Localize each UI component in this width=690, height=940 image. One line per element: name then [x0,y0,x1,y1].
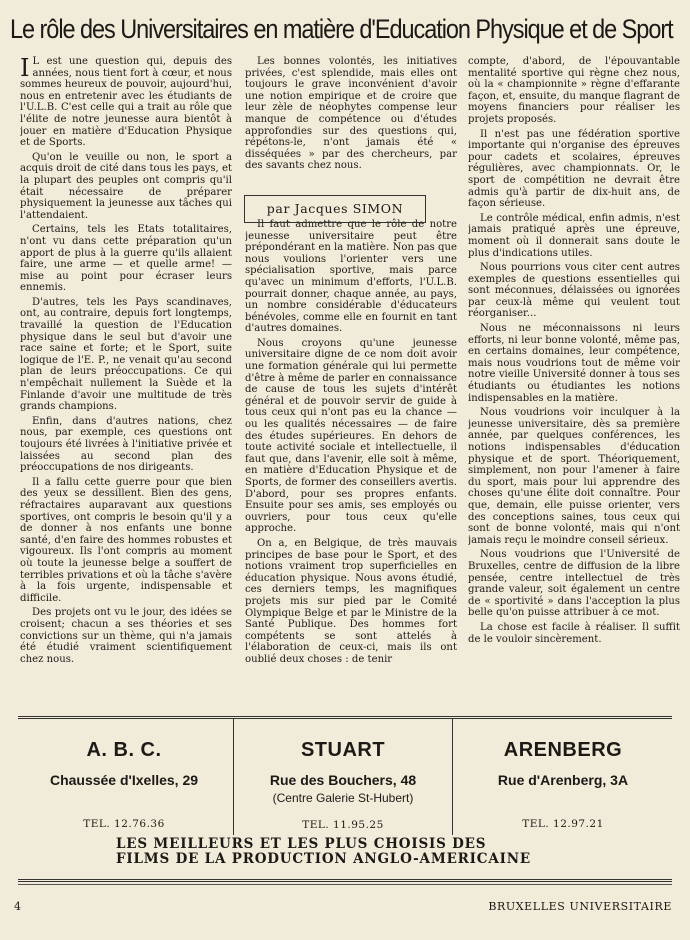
paragraph: compte, d'abord, de l'épouvantable mentalité sportive qui règne chez nous, où la « championnite » règne d'effarante façon, et, ensuite, du manque flagrant de moyens financiers pour réaliser les projets proposés. [468,56,680,125]
paragraph: Nous pourrions vous citer cent autres exemples de questions essentielles qui sont méconnues, délaissées ou ignorées par ceux-là même qui veulent tout réorganiser... [468,262,680,320]
ad-theatre-abc [18,719,230,835]
footer-divider [18,884,672,885]
drop-cap: I [20,56,30,82]
paragraph: Il n'est pas une fédération sportive importante qui n'organise des épreuves pour cadets et scolaires, épreuves régulières, avec championnats. Or, le sport de compétition ne devrait être admis qu'à partir de dix-huit ans, de façon sérieuse. [468,128,680,210]
ad-theatre-arenberg [454,719,672,835]
article-title: Le rôle des Universitaires en matière d'Education Physique et de Sport [10,14,673,44]
paragraph: Il faut admettre que le rôle de notre jeunesse universitaire peut être prépondérant en la matière. Non pas que nous voulions l'orienter vers une spécialisation sportive, mais parce qu'avec un minimum d'efforts, l'U.L.B. pourrait donner, chaque année, au pays, un nombre considérable d'éducateurs bénévoles, comme elle en fournit en tant d'autres domaines. [245,218,457,335]
page-number: 4 [14,900,21,913]
theatre-name: A. B. C. [86,739,162,761]
theatre-phone: TEL. 11.95.25 [302,819,384,831]
article-column-3 [468,56,680,708]
publication-name: BRUXELLES UNIVERSITAIRE [488,900,672,913]
paragraph: On a, en Belgique, de très mauvais principes de base pour le Sport, et des notions vraiment trop superficielles en éducation physique. Nous avons étudié, ces derniers temps, les magnifiques projets mis sur pied par le Comité Olympique Belge et par le Ministre de la Santé Publique. Des hommes fort compétents se sont attelés à l'élaboration de ceux-ci, mais ils ont oublié deux choses : de tenir [245,537,457,665]
theatre-phone: TEL. 12.97.21 [522,818,604,830]
paragraph: I L est une question qui, depuis des années, nous tient fort à cœur, et nous sommes heureux de pouvoir, aujourd'hui, nous en entretenir avec les étudiants de l'U.L.B. C'est celle qui a trait au rôle que l'élite de notre jeunesse aura bientôt à jouer en matière d'Education Physique et de Sports. [20,56,232,149]
paragraph: La chose est facile à réaliser. Il suffit de le vouloir sincèrement. [468,621,680,645]
paragraph: Le contrôle médical, enfin admis, n'est jamais pratiqué après une épreuve, moment où il donnerait sans doute le plus d'indications utiles. [468,212,680,259]
theatre-phone: TEL. 12.76.36 [83,818,165,830]
cinema-advertisement [18,716,672,882]
ad-slogan-line: LES MEILLEURS ET LES PLUS CHOISIS DES [116,836,487,852]
paragraph: Qu'on le veuille ou non, le sport a acquis droit de cité dans tous les pays, et la plupart des peuples ont compris qu'il était nécessaire de préparer physiquement la jeunesse aux tâches qui l'attendaient. [20,151,232,221]
paragraph: D'autres, tels les Pays scandinaves, ont, au contraire, depuis fort longtemps, travaillé la question de l'Education physique dans le seul but d'avoir une race saine et forte; et le Sport, suite logique de l'E. P., ne venait qu'au second plan de leurs préoccupations. Ce qui n'empêchait nullement la Suède et la Finlande d'avoir une multitude de très grands champions. [20,296,232,413]
article-column-1 [20,56,232,708]
byline: par Jacques SIMON [244,195,426,223]
paragraph: Nous croyons qu'une jeunesse universitaire digne de ce nom doit avoir une formation générale qui lui permette d'être à même de parler en connaissance de cause de tous les sujets d'intérêt général et de pouvoir servir de guide à tous ceux qui n'ont pas eu la chance — ou les qualités nécessaires — de faire des études supérieures. En dehors de toute activité sociale et intellectuelle, il faut que, dans l'avenir, elle soit à même, en matière d'Education Physique et de Sports, de former des conseillers avertis. D'abord, pour ses propres enfants. Ensuite pour ses amis, ses employés ou ouvriers, pour tous ceux qu'elle approche. [245,337,457,535]
paragraph: Des projets ont vu le jour, des idées se croisent; chacun a ses théories et ses convictions sur un thème, qui n'a jamais été étudié vraiment scientifiquement chez nous. [20,607,232,665]
article-column-2 [245,56,457,708]
paragraph: Certains, tels les Etats totalitaires, n'ont vu dans cette préparation qu'un apport de plus à la guerre qu'ils allaient faire, une arme — et quelle arme! — mise au point pour écraser leurs ennemis. [20,224,232,294]
paragraph: Il a fallu cette guerre pour que bien des yeux se dessillent. Bien des gens, réfractaires auparavant aux questions sportives, ont compris le besoin qu'il y a de donner à nos enfants une bonne santé, d'en faire des hommes robustes et vigoureux. Ils l'ont compris au moment où toute la jeunesse belge a souffert de terribles privations et où la tâche s'avère à la fois urgente, indispensable et difficile. [20,476,232,604]
paragraph: Nous ne méconnaissons ni leurs efforts, ni leur bonne volonté, même pas, en certains domaines, leur compétence, mais nous voudrions tout de même voir notre vieille Université donner à tous ses étudiants ou étudiantes les notions indispensables en la matière. [468,323,680,404]
paragraph: Nous voudrions que l'Université de Bruxelles, centre de diffusion de la libre pensée, centre intellectuel de très grande valeur, soit également un centre de « sportivité » dans l'acception la plus belle qu'on puisse attribuer à ce mot. [468,549,680,619]
paragraph: Enfin, dans d'autres nations, chez nous, par exemple, ces questions ont toujours été livrées à l'initiative privée et laissées au second plan des préoccupations de nos dirigeants. [20,415,232,474]
ad-theatre-stuart [233,719,453,835]
ad-slogan [18,837,672,867]
theatre-name: STUART [300,739,386,761]
theatre-address-note: (Centre Galerie St-Hubert) [272,791,414,805]
theatre-address: Chaussée d'Ixelles, 29 [49,772,199,788]
paragraph: Les bonnes volontés, les initiatives privées, c'est splendide, mais elles ont toujours le grave inconvénient d'avoir une notion empirique et de croire que leur zèle de néophytes compense leur manque de compétence ou d'études approfondies sur des questions qui, répétons-le, n'ont jamais été « disséquées » par des chercheurs, par des savants chez nous. [245,56,457,172]
paragraph: Nous voudrions voir inculquer à la jeunesse universitaire, dès sa première année, par quelques conférences, les notions indispensables d'éducation physique et de sport. Théoriquement, simplement, non pour l'amener à faire du sport, mais pour lui apprendre des choses qu'une élite doit connaître. Pour que, demain, elle puisse orienter, vers des conceptions saines, tous ceux qui sont de bonne volonté, mais qui n'ont jamais reçu le moindre conseil sérieux. [468,407,680,546]
theatre-address: Rue d'Arenberg, 3A [497,772,629,788]
theatre-name: ARENBERG [503,739,623,761]
theatre-address: Rue des Bouchers, 48 [269,772,417,788]
ad-slogan-line: FILMS DE LA PRODUCTION ANGLO-AMERICAINE [116,851,531,867]
